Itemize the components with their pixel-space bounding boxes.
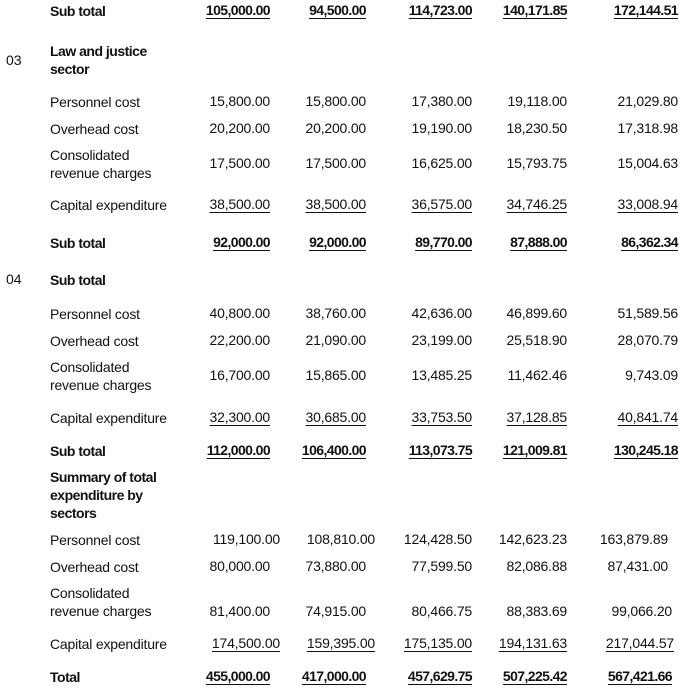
row-label: Personnel cost (50, 532, 140, 548)
value-cell: 124,428.50 (403, 531, 472, 547)
value-cell: 18,230.50 (506, 120, 567, 136)
value-cell: 114,723.00 (408, 2, 472, 18)
value-cell: 25,518.90 (506, 332, 567, 348)
row-label: Sub total (50, 235, 106, 251)
value-cell: 17,500.00 (209, 155, 270, 171)
section-title: Summary of total expenditure by sectors (50, 469, 157, 521)
value-cell: 105,000.00 (205, 2, 270, 18)
row-label: Consolidated revenue charges (50, 585, 152, 619)
value-cell: 92,000.00 (309, 234, 366, 250)
row-label: Consolidated revenue charges (50, 147, 152, 181)
value-cell: 87,888.00 (510, 234, 567, 250)
value-cell: 87,431.00 (607, 558, 668, 574)
value-cell: 15,793.75 (506, 155, 567, 171)
value-cell: 28,070.79 (617, 332, 678, 348)
value-cell: 21,090.00 (305, 332, 366, 348)
value-cell: 82,086.88 (506, 558, 567, 574)
value-cell: 15,800.00 (305, 93, 366, 109)
value-cell: 174,500.00 (211, 635, 280, 651)
value-cell: 42,636.00 (411, 305, 472, 321)
value-cell: 74,915.00 (305, 603, 366, 619)
row-label: Total (50, 669, 80, 685)
row-label: Sub total (50, 3, 106, 19)
value-cell: 142,623.23 (498, 531, 567, 547)
value-cell: 9,743.09 (625, 367, 678, 383)
value-cell: 121,009.81 (502, 442, 567, 458)
value-cell: 81,400.00 (209, 603, 270, 619)
value-cell: 73,880.00 (305, 558, 366, 574)
row-label: Overhead cost (50, 559, 139, 575)
value-cell: 163,879.89 (599, 531, 668, 547)
value-cell: 88,383.69 (506, 603, 567, 619)
value-cell: 140,171.85 (502, 2, 567, 18)
value-cell: 94,500.00 (309, 2, 366, 18)
value-cell: 417,000.00 (301, 668, 366, 684)
value-cell: 106,400.00 (301, 442, 366, 458)
value-cell: 38,500.00 (209, 196, 270, 212)
value-cell: 217,044.57 (605, 635, 674, 651)
value-cell: 89,770.00 (415, 234, 472, 250)
value-cell: 33,008.94 (617, 196, 678, 212)
value-cell: 20,200.00 (305, 120, 366, 136)
value-cell: 80,466.75 (411, 603, 472, 619)
row-label: Personnel cost (50, 94, 140, 110)
value-cell: 19,190.00 (411, 120, 472, 136)
value-cell: 119,100.00 (212, 531, 280, 547)
value-cell: 112,000.00 (206, 442, 270, 458)
row-label: Overhead cost (50, 121, 139, 137)
value-cell: 175,135.00 (403, 635, 472, 651)
row-label: Capital expenditure (50, 410, 167, 426)
value-cell: 46,899.60 (506, 305, 567, 321)
value-cell: 40,841.74 (617, 409, 678, 425)
row-label: Sub total (50, 443, 106, 459)
value-cell: 130,245.18 (613, 442, 678, 458)
value-cell: 37,128.85 (506, 409, 567, 425)
value-cell: 108,810.00 (306, 531, 375, 547)
value-cell: 40,800.00 (209, 305, 270, 321)
value-cell: 99,066.20 (611, 603, 672, 619)
value-cell: 13,485.25 (411, 367, 472, 383)
row-label: Capital expenditure (50, 197, 167, 213)
section-title: Sub total (50, 272, 106, 288)
value-cell: 22,200.00 (209, 332, 270, 348)
value-cell: 21,029.80 (617, 93, 678, 109)
value-cell: 17,380.00 (411, 93, 472, 109)
value-cell: 457,629.75 (407, 668, 472, 684)
value-cell: 19,118.00 (507, 93, 567, 109)
row-label: Consolidated revenue charges (50, 359, 152, 393)
value-cell: 17,318.98 (617, 120, 678, 136)
value-cell: 20,200.00 (209, 120, 270, 136)
value-cell: 32,300.00 (209, 409, 270, 425)
value-cell: 11,462.46 (507, 367, 567, 383)
value-cell: 33,753.50 (411, 409, 472, 425)
value-cell: 38,760.00 (305, 305, 366, 321)
value-cell: 159,395.00 (306, 635, 375, 651)
value-cell: 80,000.00 (209, 558, 270, 574)
value-cell: 172,144.51 (613, 2, 678, 18)
section-code: 03 (6, 52, 22, 68)
value-cell: 194,131.63 (498, 635, 567, 651)
value-cell: 30,685.00 (305, 409, 366, 425)
row-label: Overhead cost (50, 333, 139, 349)
value-cell: 92,000.00 (213, 234, 270, 250)
value-cell: 15,004.63 (617, 155, 678, 171)
value-cell: 51,589.56 (617, 305, 678, 321)
value-cell: 23,199.00 (411, 332, 472, 348)
value-cell: 16,700.00 (209, 367, 270, 383)
value-cell: 15,800.00 (209, 93, 270, 109)
section-title: Law and justice sector (50, 43, 147, 77)
value-cell: 36,575.00 (411, 196, 472, 212)
value-cell: 16,625.00 (411, 155, 472, 171)
value-cell: 38,500.00 (305, 196, 366, 212)
section-code: 04 (6, 271, 22, 287)
value-cell: 17,500.00 (305, 155, 366, 171)
value-cell: 113,073.75 (408, 442, 472, 458)
value-cell: 507,225.42 (502, 668, 567, 684)
value-cell: 455,000.00 (205, 668, 270, 684)
value-cell: 34,746.25 (506, 196, 567, 212)
value-cell: 567,421.66 (607, 668, 672, 684)
row-label: Capital expenditure (50, 636, 167, 652)
value-cell: 77,599.50 (411, 558, 472, 574)
row-label: Personnel cost (50, 306, 140, 322)
value-cell: 15,865.00 (305, 367, 366, 383)
value-cell: 86,362.34 (621, 234, 678, 250)
